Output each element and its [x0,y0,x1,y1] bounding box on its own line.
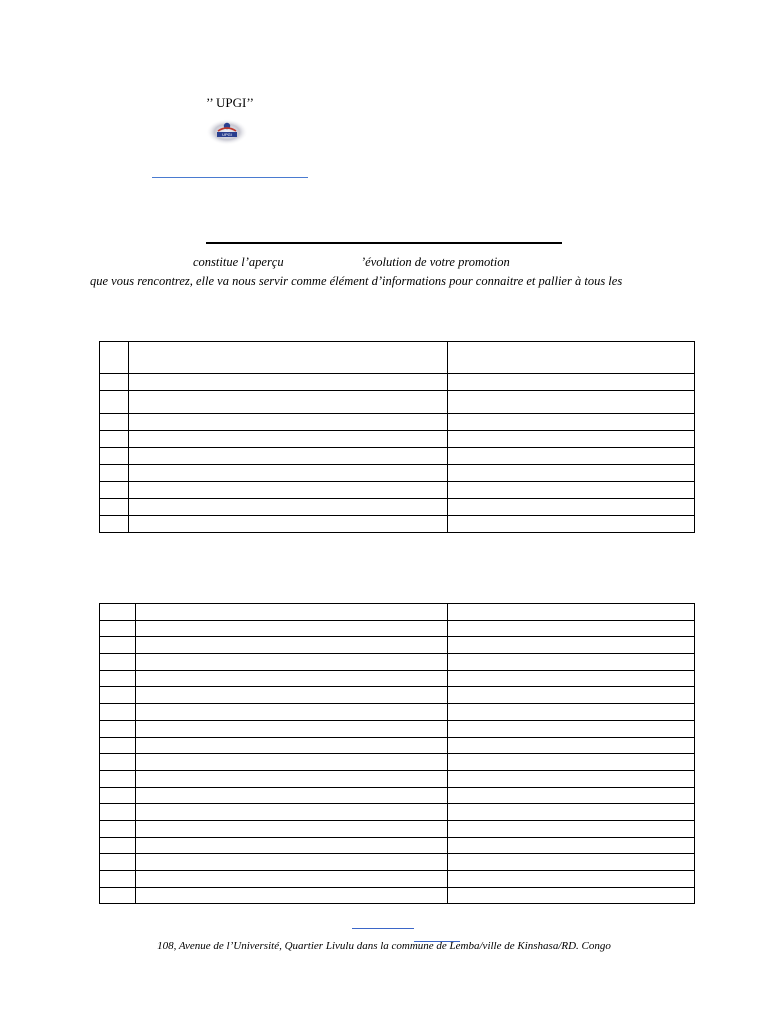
table-row [100,414,695,431]
value-cell [448,770,695,787]
row-number-cell [100,770,136,787]
item-cell [136,704,448,721]
table-row [100,887,695,904]
item-cell [136,804,448,821]
row-number-cell [100,414,129,431]
value-cell [448,837,695,854]
table-row [100,854,695,871]
item-cell [129,516,448,533]
table-row [100,820,695,837]
table-row [100,871,695,888]
item-cell [136,854,448,871]
intro-text-1a: constitue l’aperçu [193,255,284,269]
item-cell [129,482,448,499]
title-underline [206,242,562,244]
row-number-cell [100,654,136,671]
item-cell [136,620,448,637]
intro-text-1b: ’évolution de votre promotion [361,255,510,269]
table-row [100,374,695,391]
table-row [100,804,695,821]
table-row [100,704,695,721]
value-cell [448,448,695,465]
item-cell [136,837,448,854]
value-cell [448,604,695,621]
item-cell [129,465,448,482]
row-number-cell [100,465,129,482]
row-number-cell [100,687,136,704]
value-cell [448,887,695,904]
table-row [100,654,695,671]
row-number-cell [100,754,136,771]
row-number-cell [100,431,129,448]
value-cell [448,342,695,374]
item-cell [129,499,448,516]
table-row [100,754,695,771]
table-row [100,431,695,448]
value-cell [448,516,695,533]
item-cell [129,414,448,431]
table-row [100,770,695,787]
institution-name: ’’ UPGI’’ [206,95,255,110]
table-row [100,391,695,414]
value-cell [448,465,695,482]
item-cell [136,637,448,654]
value-cell [448,687,695,704]
item-cell [129,448,448,465]
table-row [100,499,695,516]
value-cell [448,820,695,837]
value-cell [448,431,695,448]
item-cell [129,374,448,391]
item-cell [136,820,448,837]
item-cell [136,737,448,754]
value-cell [448,704,695,721]
table-row [100,737,695,754]
row-number-cell [100,887,136,904]
table-row [100,482,695,499]
row-number-cell [100,391,129,414]
item-cell [136,871,448,888]
value-cell [448,374,695,391]
item-cell [136,770,448,787]
value-cell [448,499,695,516]
table-row [100,670,695,687]
table-row [100,516,695,533]
table-row [100,620,695,637]
value-cell [448,720,695,737]
item-cell [129,342,448,374]
row-number-cell [100,482,129,499]
row-number-cell [100,720,136,737]
intro-text-2: que vous rencontrez, elle va nous servir comme élément d’informations pour connaitre et pallier à tous les [90,274,623,288]
table-row [100,787,695,804]
value-cell [448,391,695,414]
item-cell [136,720,448,737]
row-number-cell [100,374,129,391]
logo-lettering: UPGI [222,132,232,137]
row-number-cell [100,342,129,374]
table-row [100,604,695,621]
value-cell [448,804,695,821]
item-cell [136,654,448,671]
value-cell [448,482,695,499]
item-cell [136,670,448,687]
row-number-cell [100,804,136,821]
footer-link-underline[interactable] [352,928,414,929]
row-number-cell [100,637,136,654]
row-number-cell [100,670,136,687]
row-number-cell [100,820,136,837]
row-number-cell [100,837,136,854]
value-cell [448,637,695,654]
table-row [100,687,695,704]
footer-address: 108, Avenue de l’Université, Quartier Livulu dans la commune de Lemba/ville de Kinshasa/RD. Congo [157,940,611,952]
row-number-cell [100,604,136,621]
row-number-cell [100,787,136,804]
item-cell [136,887,448,904]
evaluation-table-2 [99,603,695,904]
row-number-cell [100,448,129,465]
row-number-cell [100,516,129,533]
value-cell [448,754,695,771]
item-cell [136,604,448,621]
table-row [100,637,695,654]
row-number-cell [100,704,136,721]
upgi-logo [206,118,248,146]
item-cell [129,391,448,414]
item-cell [129,431,448,448]
row-number-cell [100,737,136,754]
item-cell [136,787,448,804]
value-cell [448,620,695,637]
value-cell [448,787,695,804]
evaluation-table-1 [99,341,695,533]
value-cell [448,414,695,431]
table-row [100,465,695,482]
item-cell [136,754,448,771]
value-cell [448,737,695,754]
item-cell [136,687,448,704]
value-cell [448,654,695,671]
value-cell [448,854,695,871]
table-row [100,837,695,854]
row-number-cell [100,871,136,888]
row-number-cell [100,499,129,516]
email-link-underline[interactable] [152,177,308,178]
value-cell [448,670,695,687]
table-row [100,342,695,374]
table-row [100,720,695,737]
table-row [100,448,695,465]
value-cell [448,871,695,888]
row-number-cell [100,854,136,871]
row-number-cell [100,620,136,637]
